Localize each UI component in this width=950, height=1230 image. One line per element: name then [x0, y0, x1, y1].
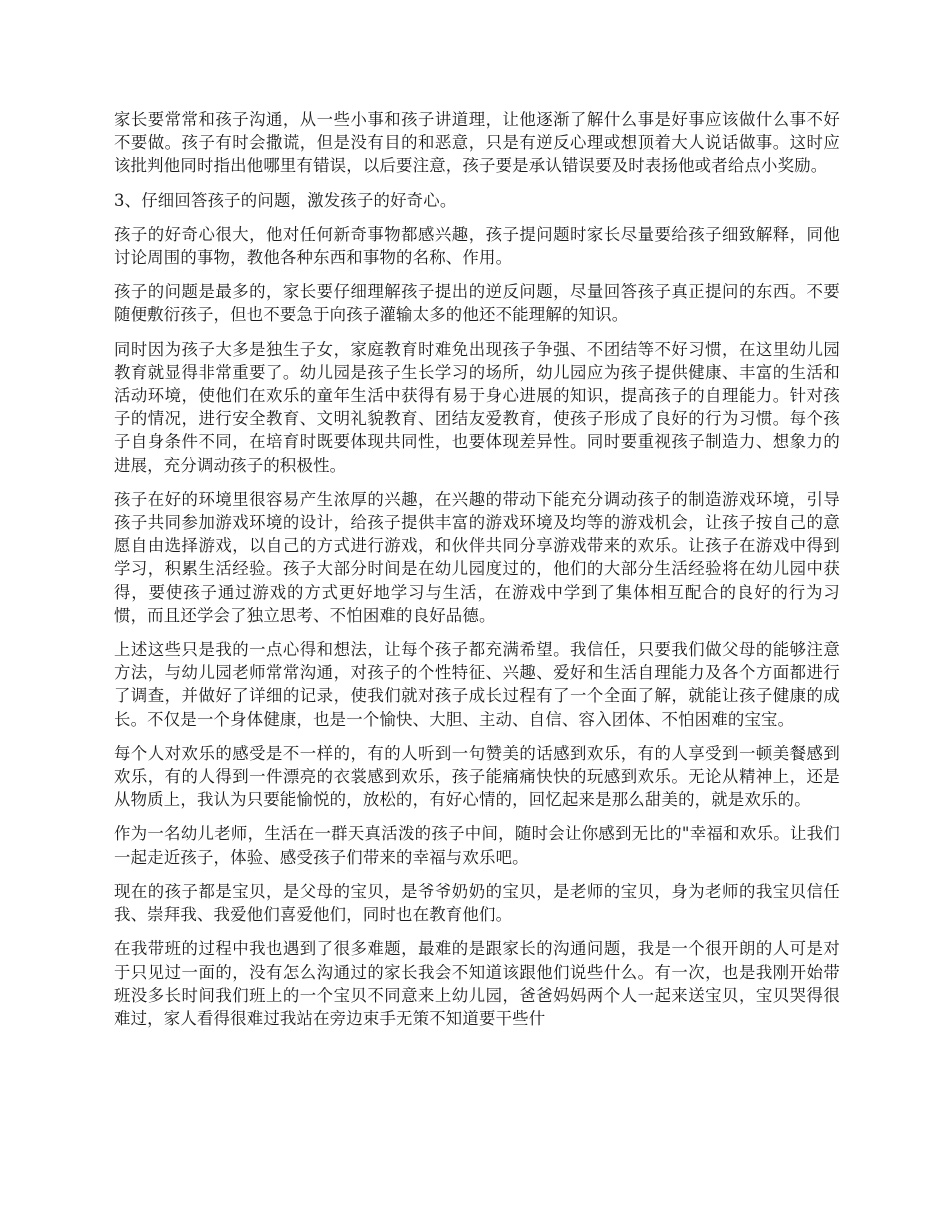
paragraph-parent-communication: 在我带班的过程中我也遇到了很多难题，最难的是跟家长的沟通问题，我是一个很开朗的人可是对于只见过一面的，没有怎么沟通过的家长我会不知道该跟他们说些什么。有一次，也是我刚开始带班没多长时间我们班上的一个宝贝不同意来上幼儿园，爸爸妈妈两个人一起来送宝贝，宝贝哭得很难过，家人看得很难过我站在旁边束手无策不知道要干些什: [114, 939, 840, 1028]
paragraph-communication: 家长要常常和孩子沟通，从一些小事和孩子讲道理，让他逐渐了解什么事是好事应该做什么事不好不要做。孩子有时会撒谎，但是没有目的和恶意，只是有逆反心理或想顶着大人说话做事。这时应该批判他同时指出他哪里有错误，以后要注意，孩子要是承认错误要及时表扬他或者给点小奖励。: [114, 110, 840, 176]
paragraph-treasures: 现在的孩子都是宝贝，是父母的宝贝，是爷爷奶奶的宝贝，是老师的宝贝，身为老师的我宝贝信任我、崇拜我、我爱他们喜爱他们，同时也在教育他们。: [114, 881, 840, 925]
paragraph-game-environment: 孩子在好的环境里很容易产生浓厚的兴趣，在兴趣的带动下能充分调动孩子的制造游戏环境，引导孩子共同参加游戏环境的设计，给孩子提供丰富的游戏环境及均等的游戏机会，让孩子按自己的意愿自由选择游戏，以自己的方式进行游戏，和伙伴共同分享游戏带来的欢乐。让孩子在游戏中得到学习，积累生活经验。孩子大部分时间是在幼儿园度过的，他们的大部分生活经验将在幼儿园中获得，要使孩子通过游戏的方式更好地学习与生活，在游戏中学到了集体相互配合的良好的行为习惯，而且还学会了独立思考、不怕困难的良好品德。: [114, 489, 840, 625]
paragraph-teacher-life: 作为一名幼儿老师，生活在一群天真活泼的孩子中间，随时会让你感到无比的"幸福和欢乐。让我们一起走近孩子，体验、感受孩子们带来的幸福与欢乐吧。: [114, 824, 840, 867]
paragraph-thoughts: 上述这些只是我的一点心得和想法，让每个孩子都充满希望。我信任，只要我们做父母的能够注意方法，与幼儿园老师常常沟通，对孩子的个性特征、兴趣、爱好和生活自理能力及各个方面都进行了调查，并做好了详细的记录，使我们就对孩子成长过程有了一个全面了解，就能让孩子健康的成长。不仅是一个身体健康，也是一个愉快、大胆、主动、自信、容入团体、不怕困难的宝宝。: [114, 640, 840, 729]
paragraph-kindergarten-education: 同时因为孩子大多是独生子女，家庭教育时难免出现孩子争强、不团结等不好习惯，在这里幼儿园教育就显得非常重要了。幼儿园是孩子生长学习的场所，幼儿园应为孩子提供健康、丰富的生活和活动环境，使他们在欢乐的童年生活中获得有易于身心进展的知识，提高孩子的自理能力。针对孩子的情况，进行安全教育、文明礼貌教育、团结友爱教育，使孩子形成了良好的行为习惯。每个孩子自身条件不同，在培育时既要体现共同性，也要体现差异性。同时要重视孩子制造力、想象力的进展，充分调动孩子的积极性。: [114, 339, 840, 475]
document-body: [114, 108, 840, 1041]
paragraph-questions: 孩子的问题是最多的，家长要仔细理解孩子提出的逆反问题，尽量回答孩子真正提问的东西。不要随便敷衍孩子，但也不要急于向孩子灌输太多的他还不能理解的知识。: [114, 282, 840, 325]
paragraph-happiness: 每个人对欢乐的感受是不一样的，有的人听到一句赞美的话感到欢乐，有的人享受到一顿美餐感到欢乐，有的人得到一件漂亮的衣裳感到欢乐，孩子能痛痛快快的玩感到欢乐。无论从精神上，还是从物质上，我认为只要能愉悦的，放松的，有好心情的，回忆起来是那么甜美的，就是欢乐的。: [114, 743, 840, 810]
paragraph-curiosity: 孩子的好奇心很大，他对任何新奇事物都感兴趣，孩子提问题时家长尽量要给孩子细致解释，同他讨论周围的事物，教他各种东西和事物的名称、作用。: [114, 224, 840, 268]
section-heading-curiosity: 3、仔细回答孩子的问题，激发孩子的好奇心。: [114, 190, 457, 210]
